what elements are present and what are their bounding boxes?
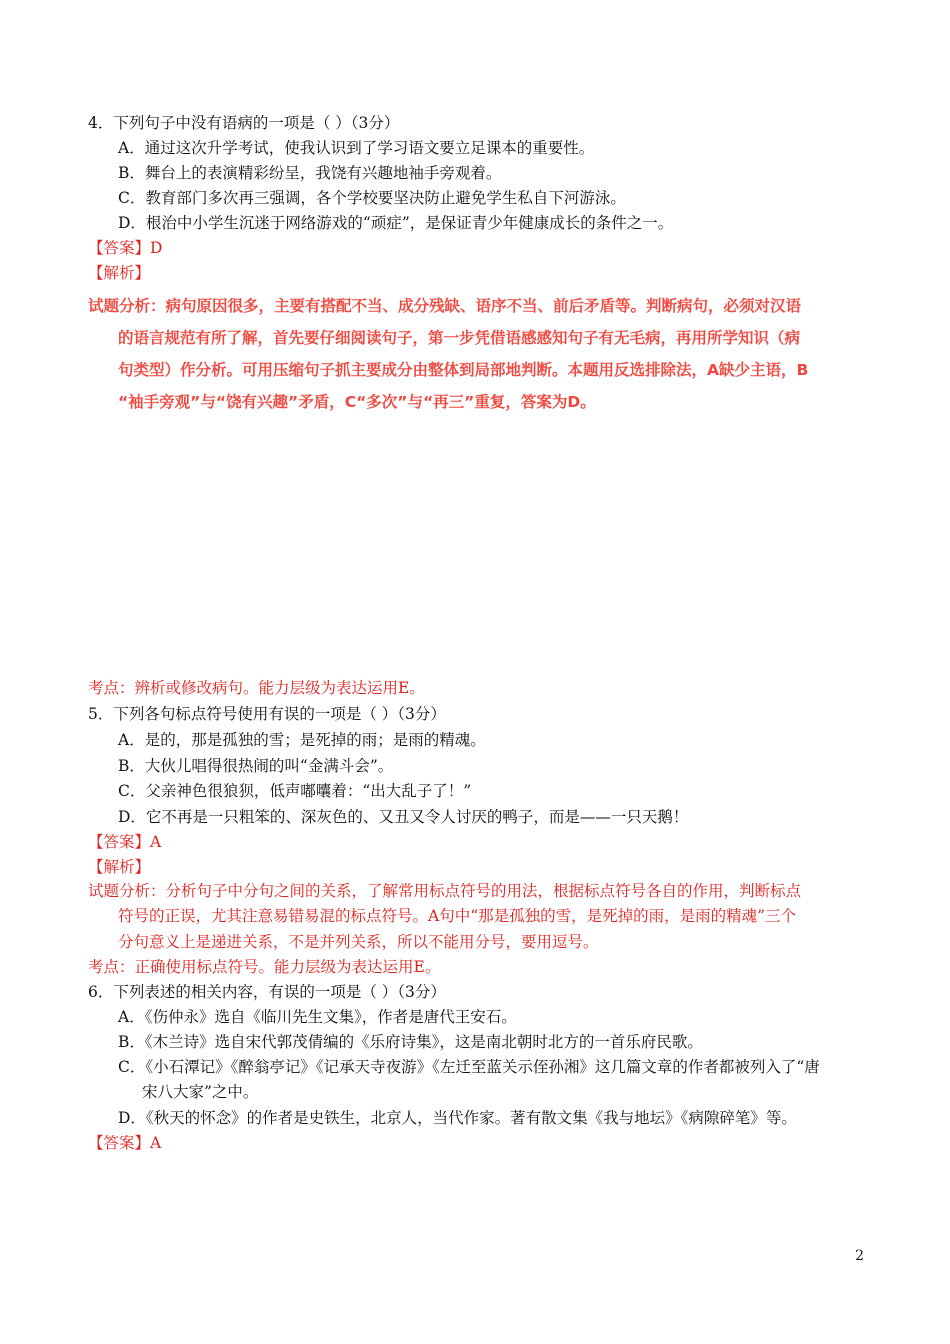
q4-analysis-line-2: 的语言规范有所了解，首先要仔细阅读句子，第一步凭借语感感知句子有无毛病，再用所学知识（病 — [118, 329, 801, 347]
q4-option-a: A．通过这次升学考试，使我认识到了学习语文要立足课本的重要性。 — [118, 139, 595, 157]
q5-option-b: B．大伙儿唱得很热闹的叫“金满斗会”。 — [118, 757, 394, 775]
q5-stem: 5．下列各句标点符号使用有误的一项是（ ）（3分） — [88, 705, 446, 723]
q5-analysis-label: 【解析】 — [88, 858, 151, 876]
q4-option-b: B．舞台上的表演精彩纷呈，我饶有兴趣地袖手旁观着。 — [118, 164, 502, 182]
q4-answer: 【答案】D — [88, 239, 163, 257]
q5-analysis-line-3: 分句意义上是递进关系，不是并列关系，所以不能用分号，要用逗号。 — [118, 933, 599, 951]
q6-answer: 【答案】A — [88, 1134, 162, 1152]
q4-option-c: C．教育部门多次再三强调，各个学校要坚决防止避免学生私自下河游泳。 — [118, 189, 626, 207]
q4-option-d: D．根治中小学生沉迷于网络游戏的“顽症”，是保证青少年健康成长的条件之一。 — [118, 214, 674, 232]
q6-stem: 6．下列表述的相关内容，有误的一项是（ ）（3分） — [88, 983, 446, 1001]
q6-option-c-continued: 宋八大家”之中。 — [142, 1083, 259, 1101]
q6-option-c: C．《小石潭记》《醉翁亭记》《记承天寺夜游》《左迁至蓝关示侄孙湘》这几篇文章的作者都被列入了“唐 — [118, 1058, 820, 1076]
q4-analysis-label: 【解析】 — [88, 264, 151, 282]
q5-option-a: A．是的，那是孤独的雪；是死掉的雨；是雨的精魂。 — [118, 731, 486, 749]
q5-exam-point: 考点：正确使用标点符号。能力层级为表达运用E。 — [88, 958, 441, 976]
q4-exam-point: 考点：辨析或修改病句。能力层级为表达运用E。 — [88, 679, 425, 697]
q4-analysis-line-4: “袖手旁观”与“饶有兴趣”矛盾，C“多次”与“再三”重复，答案为D。 — [118, 393, 596, 411]
q5-option-c: C．父亲神色很狼狈，低声嘟囔着：“出大乱子了！” — [118, 782, 472, 800]
q4-analysis-line-3: 句类型）作分析。可用压缩句子抓主要成分由整体到局部地判断。本题用反选排除法，A缺少主语，B — [118, 361, 809, 379]
q6-option-b: B．《木兰诗》选自宋代郭茂倩编的《乐府诗集》，这是南北朝时北方的一首乐府民歌。 — [118, 1033, 703, 1051]
q4-stem: 4．下列句子中没有语病的一项是（ ）（3分） — [88, 114, 400, 132]
q5-analysis-line-1: 试题分析：分析句子中分句之间的关系，了解常用标点符号的用法，根据标点符号各自的作用，判断标点 — [88, 882, 802, 900]
q5-analysis-line-2: 符号的正误，尤其注意易错易混的标点符号。A句中“那是孤独的雪，是死掉的雨，是雨的精魂”三个 — [118, 907, 797, 925]
q6-option-a: A．《伤仲永》选自《临川先生文集》，作者是唐代王安石。 — [118, 1008, 517, 1026]
q4-analysis-line-1: 试题分析：病句原因很多，主要有搭配不当、成分残缺、语序不当、前后矛盾等。判断病句，必须对汉语 — [88, 297, 802, 315]
page-number: 2 — [855, 1248, 864, 1264]
q6-option-d: D．《秋天的怀念》的作者是史铁生，北京人，当代作家。著有散文集《我与地坛》《病隙碎笔》等。 — [118, 1109, 797, 1127]
q5-answer: 【答案】A — [88, 833, 162, 851]
q5-option-d: D．它不再是一只粗笨的、深灰色的、又丑又令人讨厌的鸭子，而是——一只天鹅！ — [118, 808, 689, 826]
